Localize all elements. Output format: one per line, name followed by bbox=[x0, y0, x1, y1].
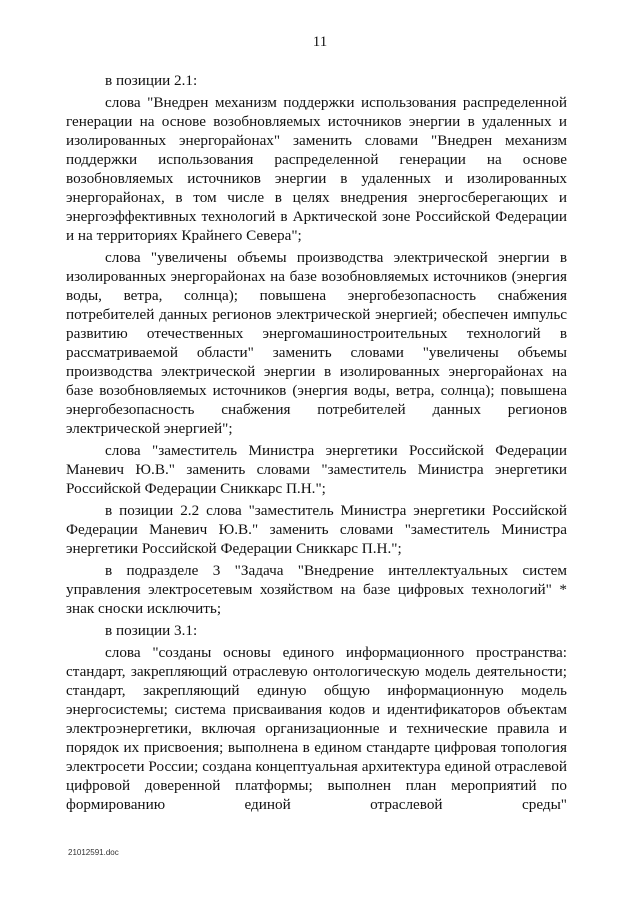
document-body bbox=[66, 71, 567, 817]
paragraph: слова "созданы основы единого информационного пространства: стандарт, закрепляющий отраслевую онтологическую модель деятельности; стандарт, закрепляющий единую общую информационную модель энергосистемы; система присваивания кодов и идентификаторов объектам электроэнергетики, включая организационные и технические правила и порядок их присвоения; выполнена в едином стандарте цифровая топология электросети России; создана концептуальная архитектура единой отраслевой цифровой доверенной платформы; выполнен план мероприятий по формированию единой отраслевой среды" bbox=[66, 644, 567, 813]
paragraph: в позиции 2.1: bbox=[105, 72, 198, 89]
page-number: 11 bbox=[312, 34, 328, 50]
paragraph: слова "увеличены объемы производства электрической энергии в изолированных энергорайонах на базе возобновляемых источников (энергия воды, ветра, солнца); повышена энергобезопасность снабжения потребителей данных регионов электрической энергией; обеспечен импульс развитию отечественных энергомашиностроительных технологий в рассматриваемой области" заменить словами "увеличены объемы производства электрической энергии в изолированных энергорайонах на базе возобновляемых источников (энергия воды, ветра, солнца); повышена энергобезопасность снабжения потребителей данных регионов электрической энергией"; bbox=[66, 249, 567, 437]
paragraph: в позиции 2.2 слова "заместитель Министра энергетики Российской Федерации Маневич Ю.В." заменить словами "заместитель Министра энергетики Российской Федерации Сниккарс П.Н."; bbox=[66, 502, 567, 557]
paragraph: в позиции 3.1: bbox=[105, 622, 198, 639]
footer-filename: 21012591.doc bbox=[68, 848, 119, 857]
paragraph: слова "Внедрен механизм поддержки использования распределенной генерации на основе возобновляемых источников энергии в удаленных и изолированных энергорайонах" заменить словами "Внедрен механизм поддержки использования распределенной генерации на основе возобновляемых источников энергии в удаленных и изолированных энергорайонах, в том числе в целях внедрения энергосберегающих и энергоэффективных технологий в Арктической зоне Российской Федерации и на территориях Крайнего Севера"; bbox=[66, 94, 567, 244]
paragraph: слова "заместитель Министра энергетики Российской Федерации Маневич Ю.В." заменить словами "заместитель Министра энергетики Российской Федерации Сниккарс П.Н."; bbox=[66, 442, 567, 497]
paragraph: в подразделе 3 "Задача "Внедрение интеллектуальных систем управления электросетевым хозяйством на базе цифровых технологий" * знак сноски исключить; bbox=[66, 562, 567, 617]
